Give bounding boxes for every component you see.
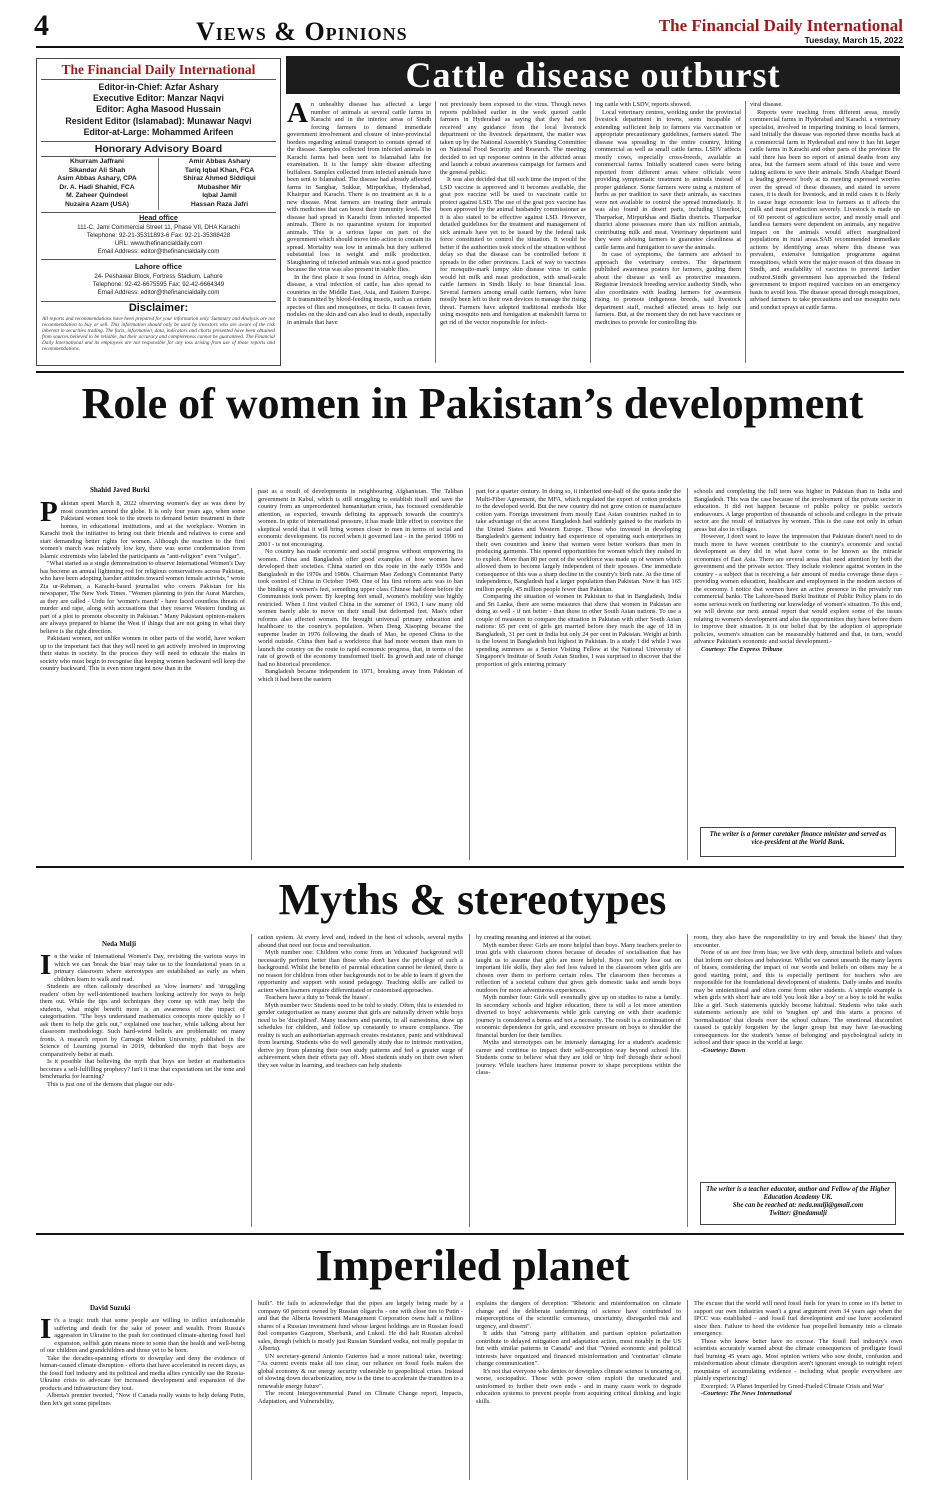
section-rule: [36, 866, 904, 868]
paragraph: n the wake of International Women's Day, revisiting the various ways in which we can 'break the bias' may take us to the foundational years in a primary classroom where stereotypes are established as early as when children learn to walk and read.: [54, 953, 245, 983]
paragraph: It adds that "strong party affiliation and partisan opinion polarization contribute to delayed mitigation and adaptation action, most notably in the US but with similar patterns in Canada" and that "Vested economic and political interests have organized and financed misinformation and 'contrarian' climate change communication".: [476, 1330, 681, 1367]
article3-column-4: [694, 934, 902, 1174]
paragraph: Bangladesh became independent in 1971, breaking away from Pakistan of which it had been the eastern: [258, 668, 463, 683]
article4-column-4: [694, 1300, 902, 1480]
advisory-divider: [158, 158, 159, 210]
editorial-staff: [37, 82, 280, 138]
advisory-title-rule: [41, 156, 276, 157]
advisory-member: Nuzaira Azam (USA): [64, 200, 130, 208]
staff-line: Editor: Agha Masood Hussain: [96, 104, 221, 115]
column-divider: [251, 488, 252, 860]
paragraph: No country has made economic and social progress without empowering its women. China and Bangladesh offer good examples of how women have developed their societies. China started on this route in the early 1950s and Bangladesh in the 1970s and 1980s. Chairman Mao Zedong's Communist Party took control of China in October 1949. One of his first reform acts was to ban the binding of women's feet, something upper class Chinese had done before the Communists took power. By keeping feet small, women's mobility was highly restricted. When I first visited China in the summer of 1963, I saw many old women barely able to move on their small but deformed feet. Mao's other reforms also affected women. He brought universal primary education and healthcare to the country's population. When Deng Xiaoping became the supreme leader in 1976 following the death of Mao, he opened China to the world outside. China then had a workforce that had more women than men to launch the country on the route to rapid economic progress, that, in terms of the rate of growth of the economy transformed itself. Its growth and rate of change had no historical precedence.: [258, 548, 463, 668]
masthead-title: The Financial Daily International: [61, 62, 256, 77]
paragraph: It's not that everyone who denies or downplays climate science is uncaring or, worse, sociopathic. Those with power often exploit the uneducated and uninformed to further their own ends - and in many cases work to degrade education systems to prevent people from acquiring critical thinking and logic skills.: [476, 1367, 681, 1405]
lahore-office-title: Lahore office: [134, 262, 183, 271]
credit-line: The writer is a teacher educator, author and Fellow of the Higher Education Academy UK.: [706, 1186, 890, 1201]
advisory-left: [39, 158, 155, 210]
article1-column-2: [440, 101, 586, 364]
head-office-line: URL: www.thefinancialdaily.com: [114, 240, 203, 248]
paragraph: "What started as a single demonstration to observe International Women's Day has become an annual lightening rod for religious conservatives across Pakistan, who have been adopting harsher attitudes toward women female activists," wrote Zia ur-Rehman, a Karachi-based journalist who covers Pakistan for his newspaper, The New York Times. "Women planning to join the Aurat Marches, as they are called - Urdu for 'women's march' - have faced countless threats of murder and rape, along with accusations that they reserve Western funding as part of a plot to promote obscenity in Pakistan." Many Pakistani opinion-makers are always prepared to blame the West if things that are not going in what they believe is the right direction.: [40, 560, 245, 635]
column-divider: [469, 934, 470, 1227]
staff-line: Editor-in-Chief: Azfar Ashary: [98, 82, 219, 92]
paragraph: In the first place it was found in Africa, rough skin disease, a viral infection of cattle, has also spread to countries in the Middle East, Asia, and Eastern Europe. It is transmitted by blood-feeding insects, such as certain species of flies and mosquitoes, or ticks. It causes fever, nodules on the skin and can also lead to death, especially in animals that have: [287, 273, 431, 326]
header-date: Tuesday, March 15, 2022: [804, 35, 903, 45]
article2-byline: Shahid Javed Burki: [90, 486, 150, 494]
lahore-office-line: Telephone: 92-42-6675595 Fax: 92-42-6664349: [92, 281, 225, 289]
advisory-title: Honorary Advisory Board: [94, 143, 223, 155]
paragraph: n unhealthy disease has affected a large number of animals at several cattle farms in Karachi and in the interior areas of Sindh forcing farmers to demand immediate government involvement and closure of inter-provincial borders regarding animal transport to contain spread of the disease. Samples collected from infected animals in Karachi farms had been sent to Islamabad labs for examination. It is the lumpy skin disease affecting buffaloes. Samples collected from infected animals have been sent to Islamabad. The disease had already affected farms in Sanghar, Sukkur, Mirpurkhas, Hyderabad, Khairpur and Karachi. There is no treatment as it is a new disease. Most farmers are treating their animals with medicines that can boost their immunity level. The disease had spread in Karachi from infected imported animals. There is no quarantine system for imported animals. This is a serious lapse on part of the government which should move into action to contain its spread. Mortality was low in animals but they suffered substantial loss in weight and milk production. Slaughtering of infected animals was not a good practice because the virus was also present in stable flies.: [287, 101, 431, 273]
column-divider: [687, 1300, 688, 1480]
paragraph: Teachers have a duty to 'break the biases'.: [265, 994, 370, 1001]
lahore-office-rule: [41, 259, 276, 260]
article3-byline: Neda Mulji: [102, 940, 137, 948]
paragraph: Excerpted: 'A Planet Imperiled by Greed-Fueled Climate Crisis and War': [701, 1382, 884, 1390]
advisory-member: Dr. A. Hadi Shahid, FCA: [59, 183, 135, 191]
advisory-right: [161, 158, 278, 210]
column-divider: [469, 1300, 470, 1480]
paragraph: t's a tragic truth that some people are willing to inflict unfathomable suffering and death for the sake of power and wealth. From Russia's aggression in Ukraine to the push for continued climate-altering fossil fuel expansion, selfish gain means more to some than the health and well-being of our children and grandchildren and those yet to be born.: [40, 1317, 245, 1354]
paragraph: This is just one of the demons that plague our edu-: [47, 1080, 175, 1088]
header-rule: [36, 46, 904, 48]
column-divider: [435, 101, 436, 363]
article2-column-1: [40, 500, 245, 861]
column-divider: [590, 101, 591, 363]
article4-column-2: [258, 1300, 463, 1480]
article4-headline: Imperiled planet: [315, 1241, 630, 1290]
paragraph: past as a result of developments in neighbouring Afghanistan. The Taliban government in Kabul, which is still struggling to establish itself and save the country from an unprecedented humanitarian crisis, has focussed considerable attention, as expected, towards defining its approach towards the country's women. In spite of international pressure, it has made little effort to convince the skeptical world that it will bring women closer to men in terms of social and economic development. Its record when it governed last - in the period 1996 to 2001 - is not encouraging.: [258, 488, 463, 548]
article4-column-3: [476, 1300, 681, 1480]
article2-credit: The writer is a former caretaker finance minister and served as vice-president at the World Bank.: [700, 827, 896, 857]
lahore-office-line: 24- Peshawar Block, Fortress Stadium, Lahore: [94, 273, 223, 280]
paragraph: Pakistani women, not unlike women in other parts of the world, have woken up to the important fact that they will need to get actively involved in improving their status in society. In the process they will need to educate the males in society who must begin to recognise that keeping women backward will keep the country backward. This is even more urgent now than in the: [40, 635, 245, 672]
article3-column-1: [40, 953, 245, 1228]
disclaimer-title: Disclaimer:: [128, 302, 189, 314]
courtesy-line: -Courtesy: Dawn: [701, 1046, 746, 1054]
article4-column-1: [40, 1317, 245, 1480]
article3-column-2: [258, 934, 463, 1228]
paragraph: The recent Intergovernmental Panel on Climate Change report, Impacts, Adaptation, and Vulnerability,: [258, 1390, 463, 1405]
paragraph: Those who know better have no excuse. The fossil fuel industry's own scientists accurately warned about the climate consequences of profligate fossil fuel burning 45 years ago. Most opinion writers who sow doubt, confusion and misinformation about climate disruption aren't ignorant enough to outright reject mountains of accumulating evidence - including what people everywhere are plainly experiencing!: [694, 1337, 902, 1382]
paragraph: Myths and stereotypes can be intensely damaging for a student's academic career and continue to impact their self-perception way beyond school life. Students come to believe what they are told or 'drip fed' through their school journey. While teachers have immense power to shape perceptions within the class-: [476, 1039, 681, 1076]
head-office-line: Email Address: editor@thefinancialdaily.com: [97, 248, 220, 256]
advisory-member: Sikandar Ali Shah: [68, 166, 126, 174]
section-rule: [36, 1233, 904, 1235]
paragraph: by creating meaning and interest at the outset.: [476, 934, 592, 941]
disclaimer-text: All reports and recommendations have been prepared for your information only. Summary and Analysis are not recommendation to buy or sell. This information should only be used by investors who are aware of the risk inherent in securities trading. The facts, information, data, indicators and charts presented have been obtained from sources believed to be reliable, but their accuracy and completeness cannot be guaranteed. The Financial Daily International and its employees are not responsible for any loss arising from use of those reports and recommendations.: [42, 316, 275, 353]
page-header: [0, 0, 945, 50]
staff-line: Executive Editor: Manzar Naqvi: [92, 93, 224, 104]
paragraph: Myth number four: Girls will eventually give up on studies to raise a family. In secondary schools and higher education, there is still a lot more attention diverted to boys' achievements while girls carrying on with their academic journey is considered a bonus and not a necessity. The result is a continuation of economic dependence for girls, and excessive pressure on boys to shoulder the financial burden for their families.: [476, 994, 681, 1039]
paragraph: Is it possible that believing the myth that boys are better at mathematics becomes a self-fulfilling prophecy? Isn't it true that expectations set the tone and benchmarks for learning?: [40, 1058, 245, 1080]
paragraph: The excuse that the world will need fossil fuels for years to come so it's better to support our own industries wasn't a great argument even 34 years ago when the IPCC was established - and fossil fuel development and use have accelerated since then. Failure to heed the evidence has propelled humanity into a climate emergency.: [694, 1300, 902, 1337]
drop-cap: I: [40, 953, 52, 981]
paragraph: schools and completing the full term was higher in Pakistan than in India and Bangladesh. This was the case because of the involvement of the private sector in education. It did not happen because of public policy or public sector's endeavours. A large proportion of thousands of schools and colleges in the private sector are the result of initiatives by women. This is the case not only in urban areas but also in villages.: [694, 488, 902, 533]
paragraph: cation system. At every level and, indeed in the best of schools, several myths abound that need our focus and reevaluation.: [258, 934, 463, 949]
advisory-member: Shiraz Ahmed Siddiqui: [183, 175, 256, 183]
paragraph: part for a quarter century. In doing so, it inherited one-half of the quota under the Multi-Fiber Agreement, the MFA, which regulated the export of cotton products to the developed world. But the new country did not grow cotton or manufacture cotton yarn. Foreign investment from mostly East Asian countries rushed in to take advantage of the access Bangladesh had suddenly gained to the markets in the United States and Western Europe. Those who invested in developing Bangladesh's garment industry had experience of operating such enterprises in their own countries and knew that women were better workers than men in producing garments. This opened opportunities for women which they rushed in to exploit. More than 80 per cent of the workforce was made up of women which allowed them to become largely independent of their spouses. One immediate consequence of this was a sharp decline in the country's birth rate. At the time of independence, Bangladesh had a larger population than Pakistan. Now it has 165 million people, 45 million people fewer than Pakistan.: [476, 488, 681, 593]
paragraph: It was also decided that till such time the import of the LSD vaccine is approved and it becomes available, the goat pox vaccine will be used to vaccinate cattle to protect against LSD. The use of the goat pox vaccine has been approved by the animal husbandry commissioner as it is also stated to be effective against LSD. However, detailed guidelines for the treatment and management of sick animals have yet to be issued by the federal task force constituted to control the situation. It would be better if the authorities took stock of the situation without delay so that the disease can be controlled before it spreads to the other provinces. Lack of way to vaccines for mosquito-mark lumpy skin disease virus in cattle would hit milk and meat production, with small-scale cattle farmers in Sindh likely to bear financial loss. Several farmers among small cattle farmers, who have mostly been left to their own devices to manage the rising threat. Farmers have adopted traditional methods like using mosquito nets and fumigation at makeshift farms to get rid of the vector responsible for infect-: [440, 176, 586, 326]
paragraph: room, they also have the responsibility to try and 'break the biases' that they encounter.: [694, 934, 902, 949]
paragraph: In case of symptoms, the farmers are advised to approach the veterinary centres. The department published awareness posters for farmers, guiding them about the disease as well as protective measures. Registrar livestock breeding service authority Sindh, who also coordinates with leading farmers for awareness rising to promote indigenous breeds, said livestock department staff, reached affected areas to help our farmers. But, at the moment they do not have vaccines or medicines to provide for controlling this: [595, 251, 741, 326]
advisory-member: M. Zaheer Quindeel: [66, 192, 128, 200]
page-number: 4: [34, 9, 49, 42]
section-rule: [36, 371, 904, 373]
masthead-title-rule: [41, 79, 276, 80]
paragraph: UN secretary-general Antonio Guterres had a more rational take, tweeting: "As current events make all too clear, our reliance on fossil fuels makes the global economy & our energy security vulnerable to geopolitical crises. Instead of slowing down decarbonization, now is the time to accelerate the transition to a renewable energy future".: [258, 1352, 463, 1390]
paragraph: Reports were reaching from different areas, mostly commercial farms in Hyderabad and Karachi. a veterinary specialist, involved in imparting training to local farmers, said initially the disease was reported three months back at a commercial farm in Hyderabad and now it has hit larger cattle farms in Karachi and other parts of the province He said there has been no report of animal deaths from any area, but the farmers seem afraid of this issue and were taking actions to save their animals. Sindh Abadgar Board a leading growers' body at its meeting expressed worries over the spread of these diseases, and stated in severe cases, it is death for livestock, and in mild cases it is likely to cause huge economic loss to farmers as it affects the milk and meat production severely. Livestock is made up of 60 percent of agriculture sector, and mostly small and landless farmers were dependent on animals, any negative impact on the animals would affect marginalized populations in rural areas.SAB recommended immediate actions by identifying areas where this disease was prevalent, extensive fumigation programme against mosquitoes, which were the major reason of this disease in Sindh, and availability of vaccines to prevent farther outburst.Sindh government has approached the federal government to import required vaccines on an emergency basis to avoid loss. The disease spread through mosquitoes, advised farmers to take precautions and use mosquito nets and conduct sprays at cattle farms.: [750, 108, 900, 311]
column-divider: [687, 488, 688, 860]
advisory-member: Iqbal Jamil: [202, 192, 237, 200]
drop-cap: P: [40, 500, 58, 528]
paragraph: ing cattle with LSDV, reports showed.: [595, 101, 692, 108]
drop-cap: A: [287, 101, 308, 129]
head-office-title: Head office: [139, 213, 178, 222]
article2-headline: Role of women in Pakistan’s development: [81, 379, 864, 428]
paragraph: Alberta's premier tweeted, "Now if Canada really wants to help defang Putin, then let's get some pipelines: [40, 1392, 245, 1407]
article1-column-1: [287, 101, 431, 364]
masthead-box: [36, 58, 281, 366]
article2-column-4: [694, 488, 902, 814]
column-divider: [745, 101, 746, 363]
paragraph: explains the dangers of deception: "Rhetoric and misinformation on climate change and the deliberate undermining of science have contributed to misperceptions of the scientific consensus, uncertainty, disregarded risk and urgency, and dissent".: [476, 1300, 681, 1330]
paragraph: viral disease.: [750, 101, 783, 108]
paragraph: Myth number two: Students need to be told to study. Often, this is extended to gender categorisation as many assume that girls are naturally driven while boys need to be 'disciplined'. Many teachers and parents, in all earnestness, draw up schedules for children, and follow up constantly to ensure compliance. The reality is such an authoritarian approach creates resistance, panic and withdrawal from learning. Students who do well generally study due to intrinsic motivation, derive joy from planning their own study patterns and feel a greater surge of achievement when their efforts pay off. Most students study on their own when they see value in learning, and teachers can help students: [258, 1001, 463, 1069]
paragraph: not previously been exposed to the virus. Though news reports published earlier in the week quoted cattle farmers in Hyderabad as saying that they had not received any guidance from the local livestock department or the livestock department, the matter was taken up by the National Assembly's Standing Committee on National Food Security and Research. The meeting decided to set up response centres in the affected areas and launch a robust awareness campaign for farmers and the general public.: [440, 101, 586, 176]
advisory-member: Amir Abbas Ashary: [188, 158, 251, 165]
paragraph: Local veterinary centres, working under the provincial livestock department in towns, seem incapable of extending sufficient help to farmers via vaccination or appropriate precautionary guidelines, farmers stated. The disease was spreading in the entire country, hitting commercial as well as small cattle farms. LSDV affects mostly cows, especially cross-breeds, available at commercial farms. Initially scattered cases were being reported from different areas where officials were providing symptomatic treatment to animals instead of proper guidance. Some farmers were using a mixture of herbs as per tradition to save their animals, as vaccines were not available to control the spread immediately. It was also found in desert parts, including Umerkot, Tharparkar, Mirpurkhas and Badin districts. Tharparkar district alone possesses more than six million animals, contributing milk and meat. Veterinary department said they were advising farmers to guarantee cleanliness at cattle farms and fumigation to save the animals.: [595, 108, 741, 251]
credit-line: Twitter: @nedamulji: [769, 1210, 827, 1217]
courtesy-line: Courtesy: The Express Tribune: [701, 645, 783, 653]
article3-column-3: [476, 934, 681, 1228]
staff-line: Editor-at-Large: Mohammed Arifeen: [83, 126, 234, 137]
article2-column-3: [476, 488, 681, 861]
column-divider: [251, 1300, 252, 1480]
advisory-member: Asim Abbas Ashary, CPA: [57, 175, 137, 183]
paragraph: akistan spent March 8, 2022 observing women's day as was done by most countries around the globe. It is only four years ago, when some Pakistani women took to the streets to demand better treatment in their homes, in educational institutions, and at the workplace. Women in Karachi took the initiative to bring out their friends and relatives to come and start demanding better rights for women. Although the reaction to the first women's march was relatively low key, there was some condemnation from Islamic extremists who labeled the participants as "anti-religion" even "vulgar".: [40, 500, 245, 560]
paragraph: Comparing the situation of women in Pakistan to that in Bangladesh, India and Sri Lanka, there are some measures that show that women in Pakistan are doing as well - if not better - than those in other South Asian nations. To use a couple of measures to compare the situation in Pakistan with other South Asian nations: 65 per cent of girls get married before they reach the age of 18 in Bangladesh, 31 per cent in India but only 24 per cent in Pakistan. Weight at birth is the lowest in Bangladesh but highest in Pakistan. In a study I did while I was spending summers as a Senior Visiting Fellow at the National University of Singapore's Institute of South Asian Studies, I was surprised to discover that the proportion of girls entering primary: [476, 593, 681, 668]
column-divider: [687, 934, 688, 1227]
advisory-member: Tariq Iqbal Khan, FCA: [184, 166, 255, 174]
paragraph: Students are often callously described as 'slow learners' and 'struggling readers' often by well-intentioned teachers looking actively for ways to help them out. While the tips and techniques they come up with may help the students, what might benefit more is an awareness of the impact of categorisation. "The boys understand mathematics concepts more quickly so I ask them to help the girls out," explained one teacher, while talking about her classroom methodology. Such hard-wired beliefs are problematic on many fronts. A research report by Carnegie Mellon University, published in the Science of Learning journal in 2019, debunked the myth that boys are comparatively better at math.: [40, 983, 245, 1058]
advisory-member: Hassan Raza Jafri: [190, 200, 249, 208]
drop-cap: I: [40, 1317, 52, 1345]
article1-headline: Cattle disease outburst: [405, 55, 781, 95]
column-divider: [251, 934, 252, 1227]
section-title: Views & Opinions: [196, 17, 408, 46]
paragraph: Myth number three: Girls are more helpful than boys. Many teachers prefer to trust girls with classroom chores because of decades of socialisation that has taught us to assume that girls are more helpful. Boys not only lose out on important life skills, they also feel less valued in the classroom when girls are chosen over them to perform certain roles. The classroom then becomes a reflection of a societal culture that gives girls domestic tasks and sends boys outdoors for more adventurous experiences.: [476, 941, 681, 994]
article2-column-2: [258, 488, 463, 861]
article3-credit: [700, 1182, 896, 1225]
header-paper-name: The Financial Daily International: [658, 16, 903, 35]
paragraph: None of us are free from bias; we live with deep, structural beliefs and values that inform our choices and behaviour. Whilst we cannot unearth the many layers of biases, considering the impact of our words and beliefs on others may be a good starting point, and this is especially pertinent for teachers who are responsible for the foundational development of students. Daily snubs and insults may be unintentional and often come from other students. A simple example is when girls with short hair are told 'you look like a boy' or a boy is told he walks like a girl. Such statements quickly become habitual. Students who take such statements seriously are told to 'toughen up' and this starts a process of 'normalisation' that clouds over the school culture. The emotional discomfort caused is quickly forgotten by the larger group but may have far-reaching consequences for the student's 'sense of belonging' and psychological safety in school and their space in the world at large.: [694, 949, 902, 1046]
head-office-line: 111-C, Jami Commercial Street 11, Phase VII, DHA Karachi: [77, 224, 240, 231]
paragraph: built". He fails to acknowledge that the pipes are largely being made by a company 60 percent owned by Russian oligarchs - one with close ties to Putin - and that the Alberta Investment Management Corporation owns half a million shares of a Russian investment fund whose largest holdings are in Russian fossil fuel companies Gazprom, Sberbank, and Lukoil. He did halt Russian alcohol sales, though (which is mostly just Russian Standard vodka, not really popular in Alberta).: [258, 1300, 463, 1352]
paragraph: Myth number one: Children who come from an 'educated' background will necessarily perform better than those who don't have the privilege of such a background. Whilst the benefits of parental education cannot be denied, there is no reason for children from other backgrounds not to be able to learn if given the opportunity and support with sound pedagogy. Teaching skills are called to action when learners require differentiated or customised approaches.: [258, 949, 463, 994]
paragraph: However, I don't want to leave the impression that Pakistan doesn't need to do much more to have women contribute to the country's economic and social development as they did in what have come to be known as the miracle economies of East Asia. There are several areas that need attention by both the government and the private sector. They include violence against women in the country - a subject that is receiving a fair amount of media coverage these days - providing women education, healthcare and employment in the modern sectors of the economy. I notice that women have an active presence in the privately run commercial banks. The Lahore-based Burki Institute of Public Policy plans to do some serious work on furthering our knowledge of women's situation. To this end, we will devote our next annual report that would explore some of the issues relating to women's development and also the opportunities they have before them to improve their situation. It is our belief that by the adoption of appropriate policies, women's situation can be measurably battered and that, in turn, would advance Pakistan's economic and social development.-: [694, 533, 902, 645]
article1-column-3: [595, 101, 741, 364]
paragraph: Take the decades-spanning efforts to downplay and deny the evidence of human-caused climate disruption - efforts that have accelerated in recent days, as the fossil fuel industry and its political and media allies cynically use the Russia-Ukraine crisis to advocate for increased development and expansion of the products and infrastructure they tout.: [40, 1354, 245, 1392]
column-divider: [469, 488, 470, 860]
article4-byline: David Suzuki: [90, 1304, 131, 1312]
staff-line: Resident Editor (Islamabad): Munawar Naqvi: [65, 115, 252, 126]
head-office-details: [37, 224, 280, 256]
lahore-office-line: Email Address: editor@thefinancialdaily.com: [97, 289, 220, 297]
advisory-member: Mubasher Mir: [197, 183, 242, 191]
head-office-line: Telephone: 92-21-35311893-6 Fax: 92-21-35388428: [86, 232, 231, 240]
advisory-member: Khurram Jaffrani: [70, 158, 124, 165]
courtesy-line: -Courtesy: The News International: [701, 1390, 792, 1397]
article1-column-4: [750, 101, 900, 364]
article3-headline: Myths & stereotypes: [278, 875, 667, 924]
lahore-office-details: [37, 273, 280, 297]
advisory-rule: [41, 141, 276, 142]
credit-line: She can be reached at: neda.mulji@gmail.com: [732, 1202, 864, 1209]
